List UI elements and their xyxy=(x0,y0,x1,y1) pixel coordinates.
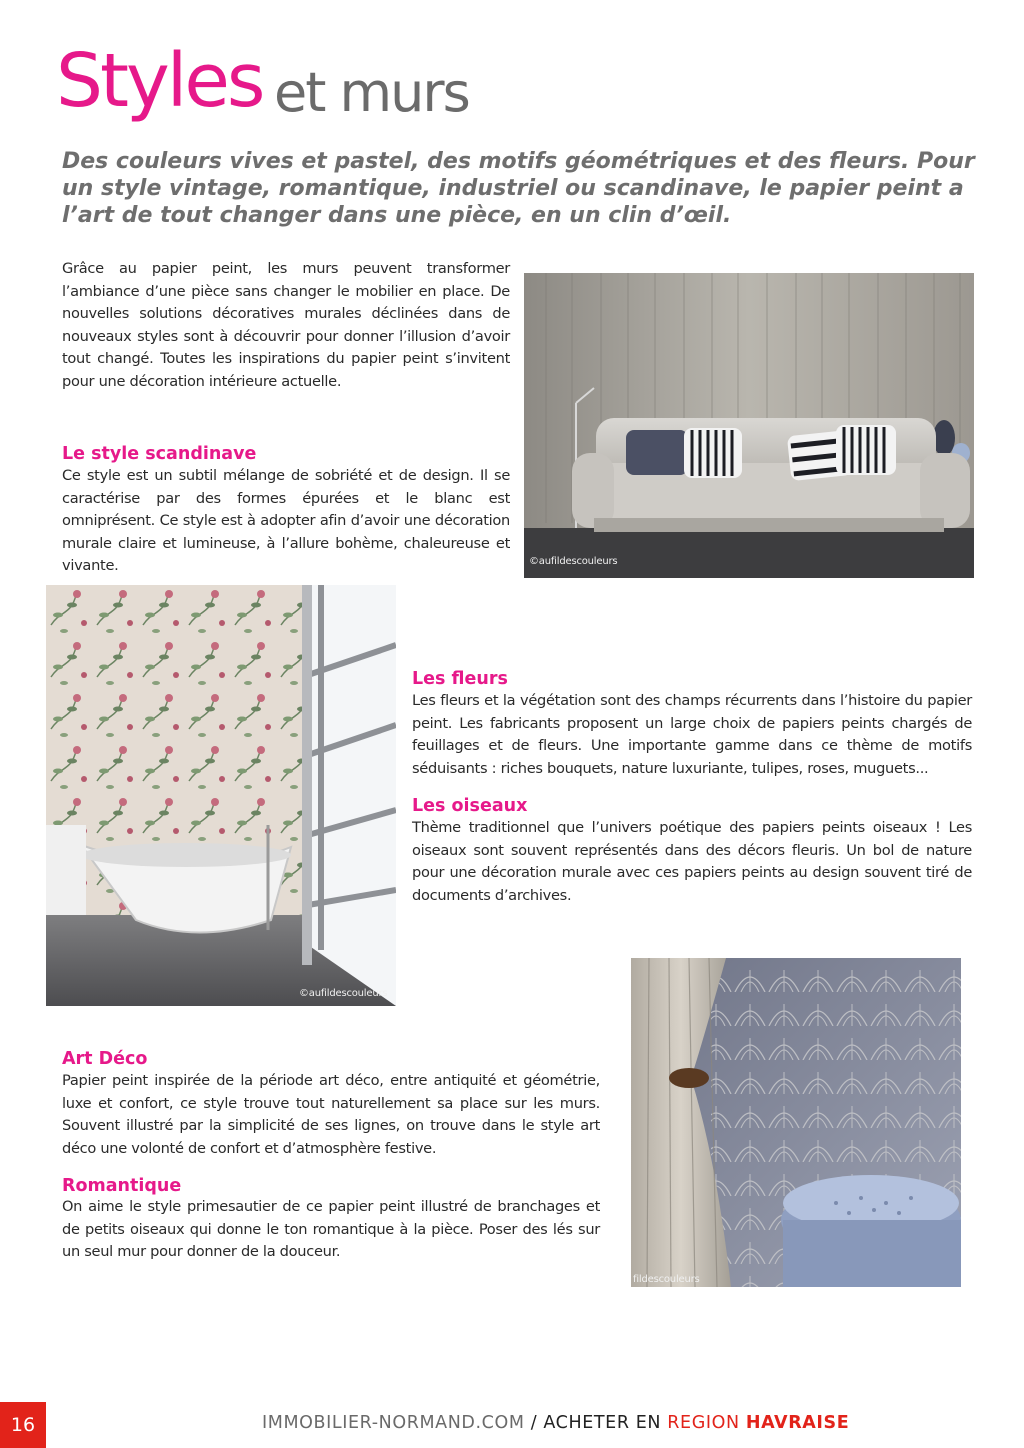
title-rest: et murs xyxy=(274,61,469,124)
sofa-photo xyxy=(524,273,974,578)
lead-paragraph: Des couleurs vives et pastel, des motifs géométriques et des fleurs. Pour un style vintage, romantique, industriel ou scandinave, le papier peint a l’art de tout changer dans une pièce, en un clin d’œil. xyxy=(62,149,975,228)
section-title-fleurs: Les fleurs xyxy=(412,669,508,689)
footer-site: IMMOBILIER-NORMAND.COM xyxy=(262,1413,525,1433)
section-title-artdeco: Art Déco xyxy=(62,1049,148,1069)
section-title-romantique: Romantique xyxy=(62,1176,182,1196)
section-title-scandinave: Le style scandinave xyxy=(62,444,257,464)
footer-region: REGION xyxy=(667,1413,746,1433)
footer-city: HAVRAISE xyxy=(745,1413,850,1433)
section-text-romantique: On aime le style primesautier de ce papier peint illustré de branchages et de petits oiseaux qui donne le ton romantique à la pièce. Poser des lés sur un seul mur pour donner de la douceur. xyxy=(62,1198,600,1260)
section-text-oiseaux: Thème traditionnel que l’univers poétique des papiers peints oiseaux ! Les oiseaux sont souvent représentés dans des décors fleuris. Un bol de nature pour une décoration murale avec ces papiers peints au design souvent tiré de documents d’archives. xyxy=(412,819,972,904)
footer-acheter: ACHETER EN xyxy=(543,1413,668,1433)
bathtub-photo-credit: ©aufildescouleurs xyxy=(299,988,388,999)
title-accent: Styles xyxy=(56,38,263,124)
footer-separator: / xyxy=(524,1413,544,1433)
artdeco-photo xyxy=(631,958,961,1287)
intro-paragraph: Grâce au papier peint, les murs peuvent transformer l’ambiance d’une pièce sans changer le mobilier en place. De nouvelles solutions décoratives murales déclinées dans de nouveaux styles sont à découvrir pour donner l’illusion d’avoir tout changé. Toutes les inspirations du papier peint s’invitent pour une décoration intérieure actuelle. xyxy=(62,260,510,390)
footer-line xyxy=(262,1413,849,1433)
section-text-scandinave: Ce style est un subtil mélange de sobriété et de design. Il se caractérise par des formes épurées et le blanc est omniprésent. Ce style est à adopter afin d’avoir une décoration murale claire et lumineuse, à l’allure bohème, chaleureuse et vivante. xyxy=(62,467,510,574)
section-text-artdeco: Papier peint inspirée de la période art déco, entre antiquité et géométrie, luxe et confort, ce style trouve tout naturellement sa place sur les murs. Souvent illustré par la simplicité de ses lignes, on trouve dans le style art déco une volonté de confort et d’atmosphère festive. xyxy=(62,1072,600,1157)
section-text-fleurs: Les fleurs et la végétation sont des champs récurrents dans l’histoire du papier peint. Les fabricants proposent un large choix de papiers peints chargés de feuillages et de fleurs. Une importante gamme dans ce thème de motifs séduisants : riches bouquets, nature luxuriante, tulipes, roses, muguets... xyxy=(412,692,972,777)
bathtub-photo xyxy=(46,585,396,1006)
sofa-photo-credit: ©aufildescouleurs xyxy=(529,556,618,567)
artdeco-photo-credit: fildescouleurs xyxy=(633,1274,700,1285)
section-title-oiseaux: Les oiseaux xyxy=(412,796,528,816)
page-number: 16 xyxy=(10,1414,36,1436)
